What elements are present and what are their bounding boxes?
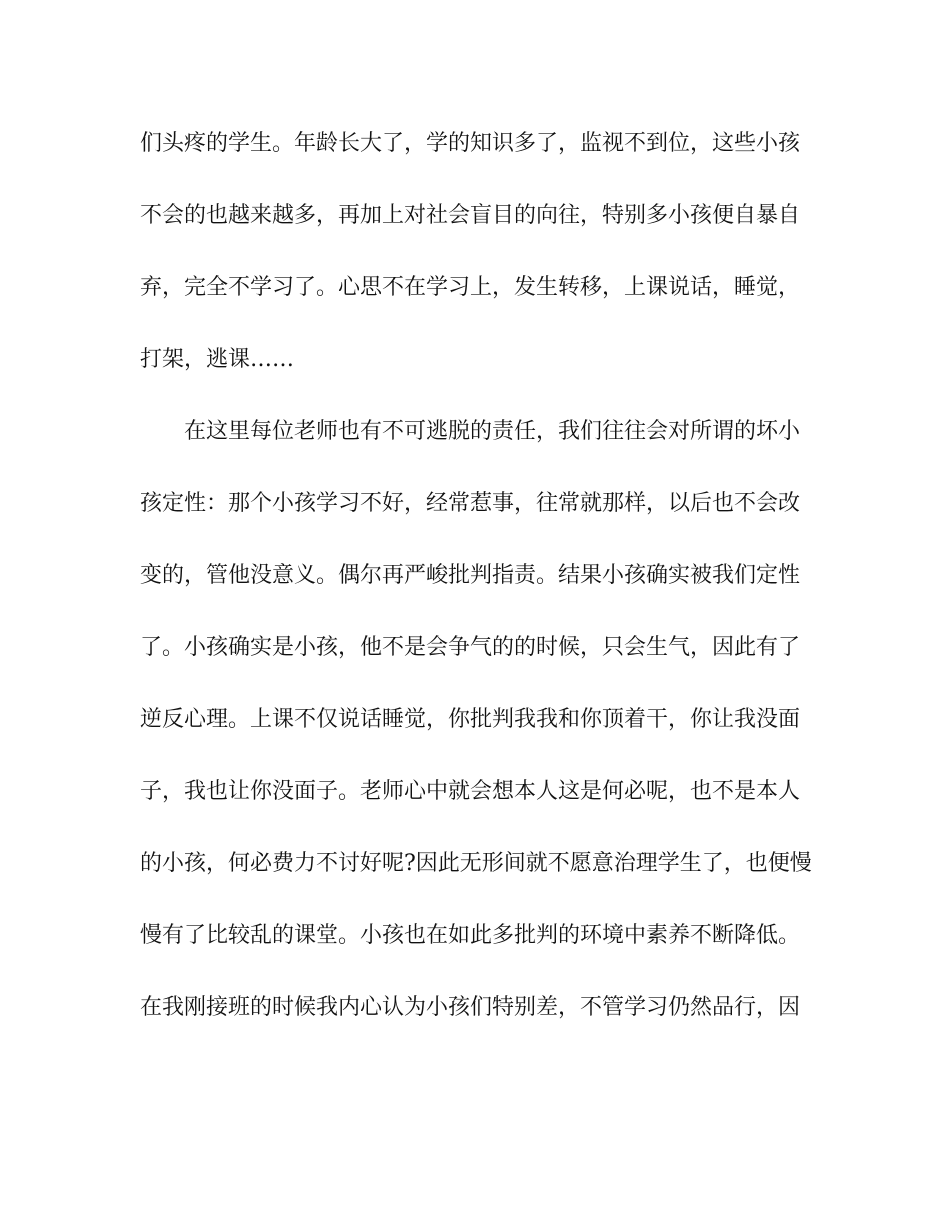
text-line: 孩定性：那个小孩学习不好，经常惹事，往常就那样，以后也不会改 xyxy=(140,491,801,516)
text-line: 弃，完全不学习了。心思不在学习上，发生转移，上课说话，睡觉， xyxy=(140,275,801,300)
text-line: 不会的也越来越多，再加上对社会盲目的向往，特别多小孩便自暴自 xyxy=(140,203,801,228)
body-text xyxy=(140,120,810,1056)
text-line: 在我刚接班的时候我内心认为小孩们特别差，不管学习仍然品行，因 xyxy=(140,995,801,1020)
text-line: 逆反心理。上课不仅说话睡觉，你批判我我和你顶着干，你让我没面 xyxy=(140,707,801,732)
text-line-paragraph-start: 在这里每位老师也有不可逃脱的责任，我们往往会对所谓的坏小 xyxy=(184,419,801,444)
text-line: 变的，管他没意义。偶尔再严峻批判指责。结果小孩确实被我们定性 xyxy=(140,563,801,588)
text-line: 了。小孩确实是小孩，他不是会争气的的时候，只会生气，因此有了 xyxy=(140,635,801,660)
text-line: 打架，逃课…… xyxy=(140,347,295,372)
text-line: 们头疼的学生。年龄长大了，学的知识多了，监视不到位，这些小孩 xyxy=(140,131,801,156)
text-line: 子，我也让你没面子。老师心中就会想本人这是何必呢，也不是本人 xyxy=(140,779,801,804)
text-line: 的小孩，何必费力不讨好呢?因此无形间就不愿意治理学生了，也便慢 xyxy=(140,851,812,876)
text-line: 慢有了比较乱的课堂。小孩也在如此多批判的环境中素养不断降低。 xyxy=(140,923,801,948)
